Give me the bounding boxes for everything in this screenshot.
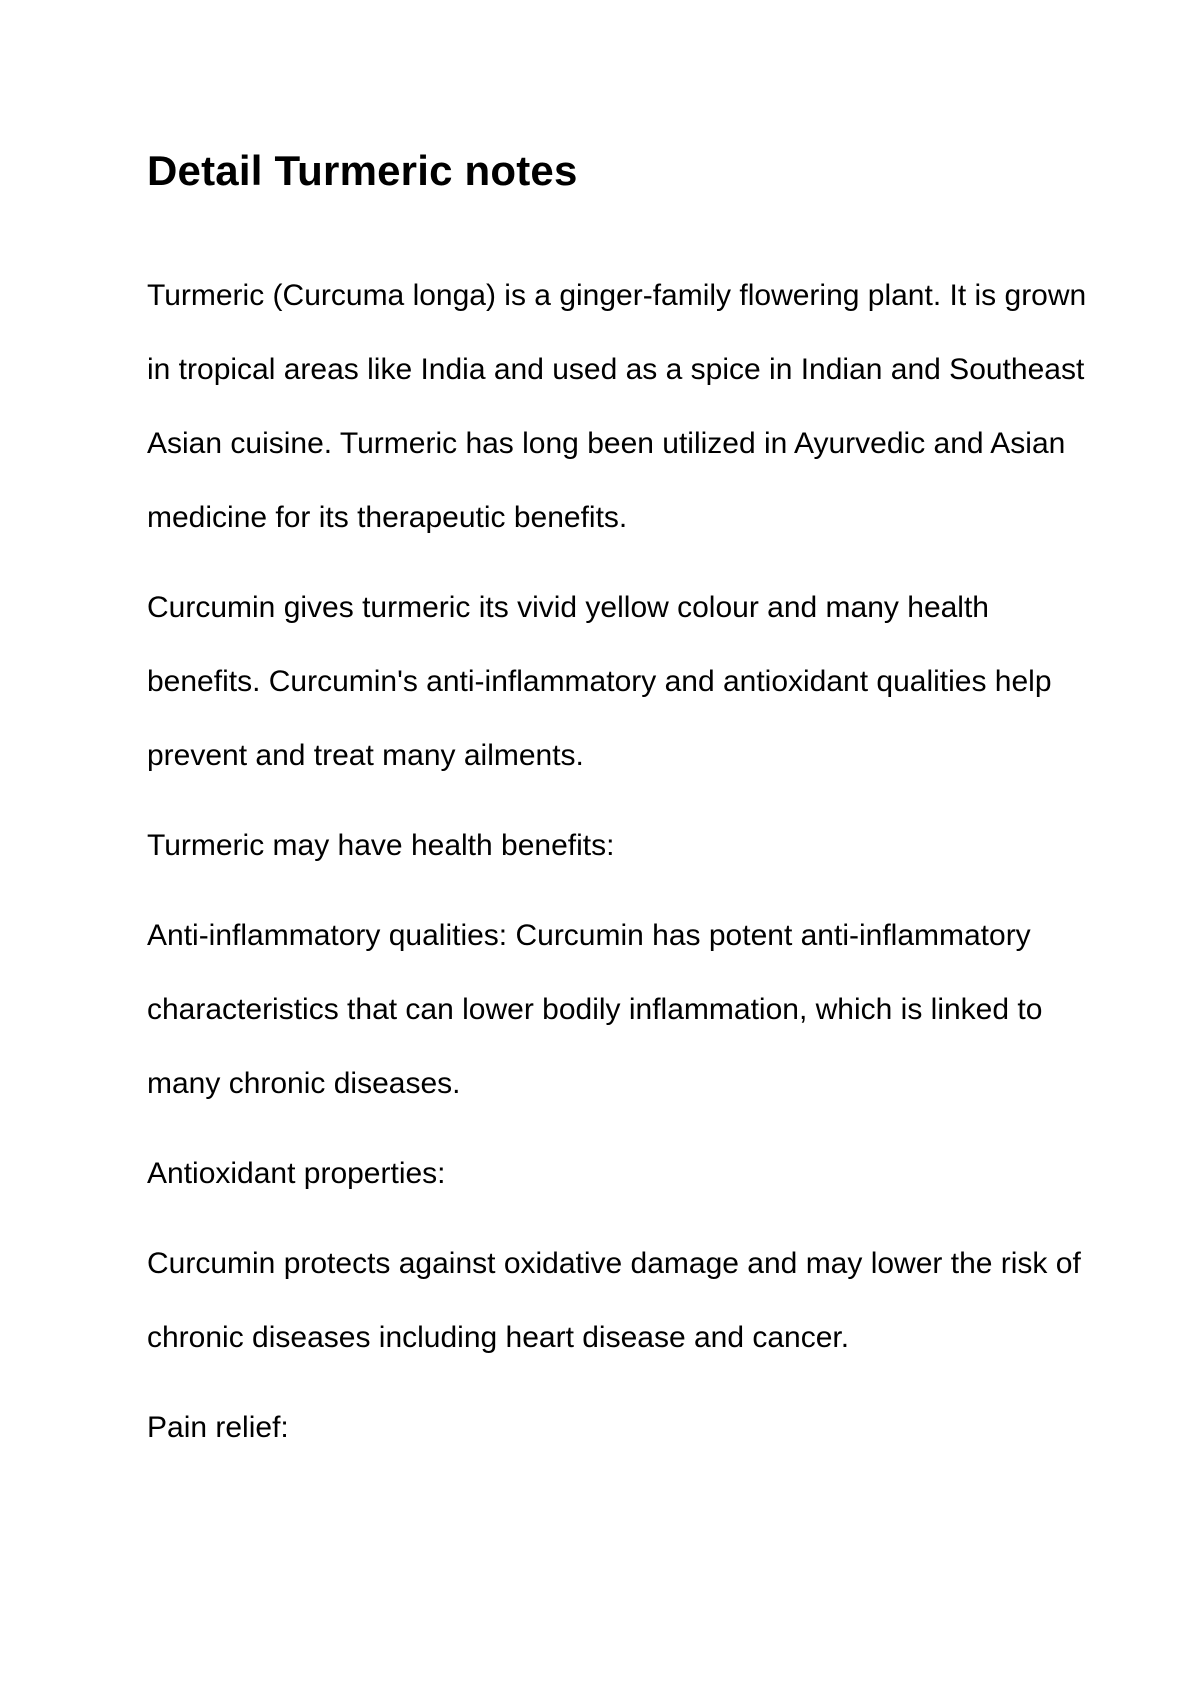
- document-body: [147, 143, 1087, 1465]
- paragraph-curcumin: Curcumin gives turmeric its vivid yellow colour and many health benefits. Curcumin's anti-inflammatory and antioxidant qualities help prevent and treat many ailments.: [147, 591, 1052, 772]
- paragraph-benefits-heading: Turmeric may have health benefits:: [147, 829, 615, 862]
- paragraph-anti-inflammatory: Anti-inflammatory qualities: Curcumin has potent anti-inflammatory characteristics that can lower bodily inflammation, which is linked to many chronic diseases.: [147, 919, 1043, 1100]
- paragraph-pain-relief-heading: Pain relief:: [147, 1411, 289, 1444]
- paragraph-antioxidant-heading: Antioxidant properties:: [147, 1157, 446, 1190]
- document-title: Detail Turmeric notes: [147, 147, 578, 194]
- paragraph-antioxidant-detail: Curcumin protects against oxidative damage and may lower the risk of chronic diseases including heart disease and cancer.: [147, 1247, 1081, 1354]
- paragraph-intro: Turmeric (Curcuma longa) is a ginger-family flowering plant. It is grown in tropical areas like India and used as a spice in Indian and Southeast Asian cuisine. Turmeric has long been utilized in Ayurvedic and Asian medicine for its therapeutic benefits.: [147, 279, 1087, 534]
